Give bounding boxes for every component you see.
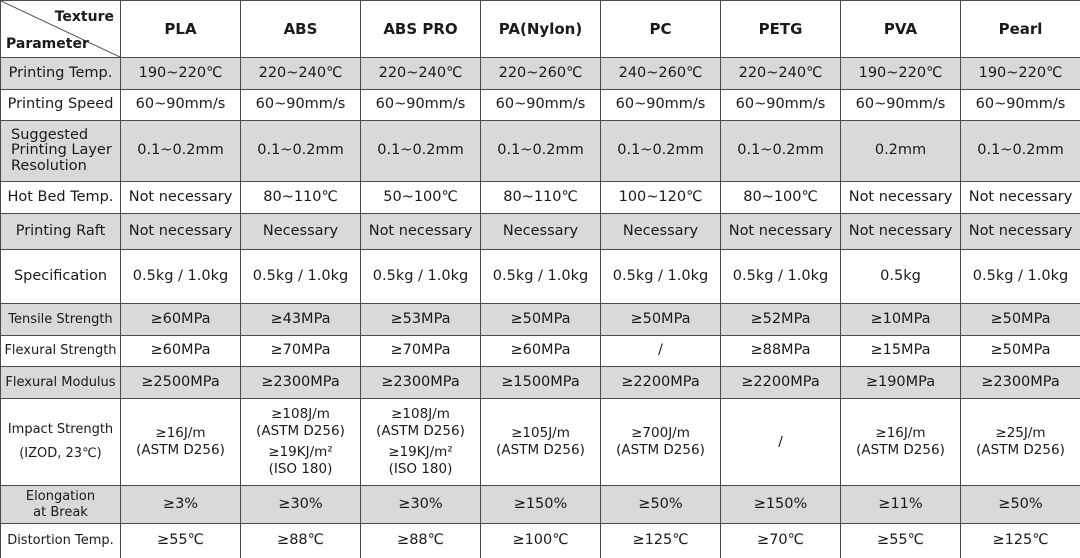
value-cell: 80~110℃: [481, 182, 601, 214]
value-cell: ≥11%: [841, 486, 961, 524]
row-elongation-at-break: [1, 486, 1080, 524]
value-cell: ≥30%: [361, 486, 481, 524]
row-layer-resolution: [1, 121, 1080, 182]
value-cell: /: [601, 336, 721, 367]
material-header-pc: PC: [601, 1, 721, 58]
value-cell: ≥2200MPa: [721, 367, 841, 399]
row-tensile-strength: [1, 304, 1080, 336]
value-cell: Not necessary: [361, 214, 481, 250]
value-cell: 60~90mm/s: [481, 90, 601, 121]
value-cell: ≥60MPa: [121, 336, 241, 367]
header-row: [1, 1, 1080, 58]
value-cell: Necessary: [601, 214, 721, 250]
material-header-abs-pro: ABS PRO: [361, 1, 481, 58]
corner-parameter-label: Parameter: [6, 36, 89, 53]
value-cell: 100~120℃: [601, 182, 721, 214]
value-cell: 80~110℃: [241, 182, 361, 214]
value-cell: ≥55℃: [841, 524, 961, 558]
value-cell: 220~260℃: [481, 58, 601, 90]
param-label: Printing Raft: [1, 214, 121, 250]
value-cell: Not necessary: [121, 214, 241, 250]
value-cell: ≥105J/m (ASTM D256): [481, 399, 601, 486]
value-cell: ≥60MPa: [481, 336, 601, 367]
row-specification: [1, 250, 1080, 304]
param-label: Printing Speed: [1, 90, 121, 121]
param-label: Hot Bed Temp.: [1, 182, 121, 214]
value-cell: ≥16J/m (ASTM D256): [841, 399, 961, 486]
row-hot-bed-temp: [1, 182, 1080, 214]
value-cell: Not necessary: [841, 214, 961, 250]
value-cell: 80~100℃: [721, 182, 841, 214]
value-cell: ≥50%: [601, 486, 721, 524]
value-cell: 190~220℃: [961, 58, 1080, 90]
row-printing-speed: [1, 90, 1080, 121]
param-label: Elongation at Break: [1, 486, 121, 524]
value-cell: 0.5kg / 1.0kg: [361, 250, 481, 304]
value-cell: 220~240℃: [241, 58, 361, 90]
row-printing-raft: [1, 214, 1080, 250]
value-cell: Not necessary: [721, 214, 841, 250]
param-label: Tensile Strength: [1, 304, 121, 336]
value-cell: ≥2300MPa: [241, 367, 361, 399]
value-cell: 60~90mm/s: [721, 90, 841, 121]
value-cell: ≥15MPa: [841, 336, 961, 367]
value-cell: 60~90mm/s: [601, 90, 721, 121]
value-cell: ≥2200MPa: [601, 367, 721, 399]
value-cell: ≥108J/m (ASTM D256) ≥19KJ/m² (ISO 180): [361, 399, 481, 486]
value-cell: ≥125℃: [961, 524, 1080, 558]
value-cell: Not necessary: [121, 182, 241, 214]
value-cell: 0.1~0.2mm: [961, 121, 1080, 182]
value-cell: 0.5kg / 1.0kg: [961, 250, 1080, 304]
value-cell: ≥16J/m (ASTM D256): [121, 399, 241, 486]
value-cell: Not necessary: [961, 182, 1080, 214]
value-cell: 220~240℃: [361, 58, 481, 90]
value-cell: 60~90mm/s: [241, 90, 361, 121]
value-cell: ≥108J/m (ASTM D256) ≥19KJ/m² (ISO 180): [241, 399, 361, 486]
value-cell: 60~90mm/s: [121, 90, 241, 121]
value-cell: 0.5kg / 1.0kg: [721, 250, 841, 304]
value-cell: ≥88℃: [241, 524, 361, 558]
value-cell: ≥50MPa: [481, 304, 601, 336]
value-cell: 60~90mm/s: [361, 90, 481, 121]
corner-texture-label: Texture: [54, 9, 114, 25]
value-cell: 0.5kg: [841, 250, 961, 304]
row-printing-temp: [1, 58, 1080, 90]
row-flexural-modulus: [1, 367, 1080, 399]
value-cell: 0.5kg / 1.0kg: [241, 250, 361, 304]
value-cell: Not necessary: [961, 214, 1080, 250]
value-cell: ≥88℃: [361, 524, 481, 558]
value-cell: Necessary: [241, 214, 361, 250]
value-cell: 50~100℃: [361, 182, 481, 214]
row-distortion-temp: [1, 524, 1080, 558]
value-cell: ≥150%: [721, 486, 841, 524]
value-cell: 0.1~0.2mm: [601, 121, 721, 182]
value-cell: 0.5kg / 1.0kg: [481, 250, 601, 304]
material-header-pearl: Pearl: [961, 1, 1080, 58]
value-cell: 0.2mm: [841, 121, 961, 182]
value-cell: 190~220℃: [121, 58, 241, 90]
value-cell: ≥50MPa: [601, 304, 721, 336]
value-cell: ≥25J/m (ASTM D256): [961, 399, 1080, 486]
value-cell: ≥53MPa: [361, 304, 481, 336]
value-cell: ≥50MPa: [961, 336, 1080, 367]
value-cell: 0.1~0.2mm: [361, 121, 481, 182]
value-cell: ≥190MPa: [841, 367, 961, 399]
row-flexural-strength: [1, 336, 1080, 367]
param-label: Suggested Printing Layer Resolution: [1, 121, 121, 182]
value-cell: ≥50%: [961, 486, 1080, 524]
value-cell: 0.1~0.2mm: [721, 121, 841, 182]
value-cell: 190~220℃: [841, 58, 961, 90]
value-cell: ≥1500MPa: [481, 367, 601, 399]
value-cell: ≥2300MPa: [961, 367, 1080, 399]
value-cell: ≥30%: [241, 486, 361, 524]
value-cell: 60~90mm/s: [961, 90, 1080, 121]
value-cell: 0.1~0.2mm: [121, 121, 241, 182]
value-cell: 0.5kg / 1.0kg: [121, 250, 241, 304]
value-cell: 0.1~0.2mm: [481, 121, 601, 182]
value-cell: Not necessary: [841, 182, 961, 214]
value-cell: 220~240℃: [721, 58, 841, 90]
param-label: Printing Temp.: [1, 58, 121, 90]
value-cell: ≥70MPa: [241, 336, 361, 367]
material-header-petg: PETG: [721, 1, 841, 58]
param-label: Specification: [1, 250, 121, 304]
param-label: Impact Strength (IZOD, 23℃): [1, 399, 121, 486]
value-cell: 60~90mm/s: [841, 90, 961, 121]
value-cell: ≥3%: [121, 486, 241, 524]
value-cell: /: [721, 399, 841, 486]
value-cell: ≥150%: [481, 486, 601, 524]
value-cell: ≥43MPa: [241, 304, 361, 336]
value-cell: ≥88MPa: [721, 336, 841, 367]
material-header-pla: PLA: [121, 1, 241, 58]
value-cell: ≥52MPa: [721, 304, 841, 336]
param-label: Flexural Strength: [1, 336, 121, 367]
value-cell: 240~260℃: [601, 58, 721, 90]
value-cell: ≥55℃: [121, 524, 241, 558]
param-label: Flexural Modulus: [1, 367, 121, 399]
value-cell: ≥2300MPa: [361, 367, 481, 399]
value-cell: 0.1~0.2mm: [241, 121, 361, 182]
value-cell: ≥10MPa: [841, 304, 961, 336]
value-cell: ≥70℃: [721, 524, 841, 558]
value-cell: ≥125℃: [601, 524, 721, 558]
value-cell: ≥60MPa: [121, 304, 241, 336]
value-cell: ≥700J/m (ASTM D256): [601, 399, 721, 486]
corner-header: [1, 1, 121, 58]
material-header-pva: PVA: [841, 1, 961, 58]
row-impact-strength: [1, 399, 1080, 486]
value-cell: ≥50MPa: [961, 304, 1080, 336]
material-header-abs: ABS: [241, 1, 361, 58]
value-cell: ≥70MPa: [361, 336, 481, 367]
value-cell: ≥100℃: [481, 524, 601, 558]
value-cell: ≥2500MPa: [121, 367, 241, 399]
value-cell: 0.5kg / 1.0kg: [601, 250, 721, 304]
param-label: Distortion Temp.: [1, 524, 121, 558]
material-header-pa-nylon: PA(Nylon): [481, 1, 601, 58]
value-cell: Necessary: [481, 214, 601, 250]
